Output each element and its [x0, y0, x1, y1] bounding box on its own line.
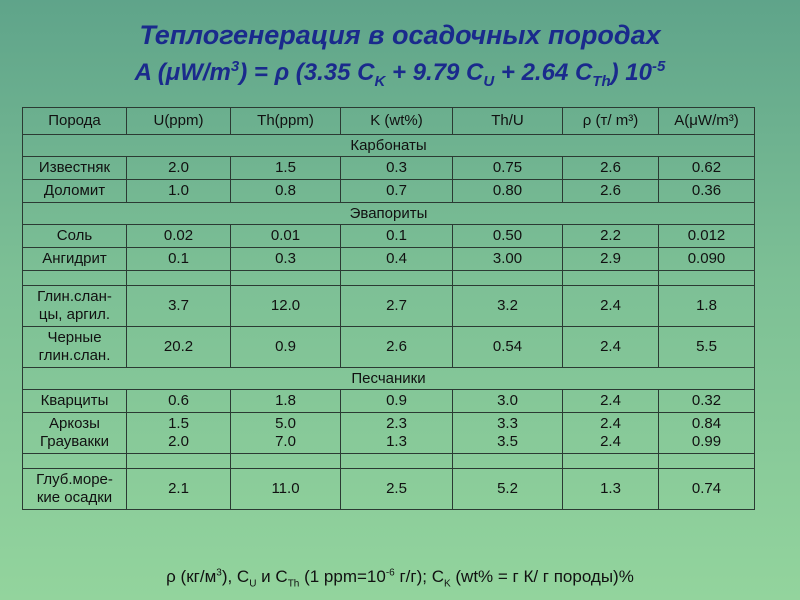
a-value: 0.84 0.99 — [659, 413, 755, 454]
u-value: 0.02 — [127, 225, 231, 248]
section-row — [23, 368, 755, 390]
th-value: 12.0 — [231, 286, 341, 327]
rock-name: Кварциты — [23, 390, 127, 413]
k-value: 2.3 1.3 — [341, 413, 453, 454]
u-value: 1.5 2.0 — [127, 413, 231, 454]
table-row — [23, 327, 755, 368]
header-cell: Порода — [23, 108, 127, 135]
th-value: 0.9 — [231, 327, 341, 368]
table-row — [23, 286, 755, 327]
heat-generation-table — [22, 107, 755, 510]
rock-name — [23, 413, 127, 454]
density-value: 2.4 — [563, 327, 659, 368]
density-value: 2.6 — [563, 180, 659, 203]
table-row — [23, 248, 755, 271]
th-value: 0.3 — [231, 248, 341, 271]
th-u-value: 3.0 — [453, 390, 563, 413]
rock-name: Глин.слан-цы, аргил. — [23, 286, 127, 327]
th-u-value: 3.00 — [453, 248, 563, 271]
density-value: 2.6 — [563, 157, 659, 180]
header-cell: ρ (т/ m³) — [563, 108, 659, 135]
th-value: 11.0 — [231, 469, 341, 510]
a-value: 0.62 — [659, 157, 755, 180]
density-value: 2.9 — [563, 248, 659, 271]
u-value: 1.0 — [127, 180, 231, 203]
density-value: 2.2 — [563, 225, 659, 248]
section-label: Песчаники — [23, 368, 755, 390]
u-value: 2.0 — [127, 157, 231, 180]
table-header-row — [23, 108, 755, 135]
rock-name-arkose: Аркозы — [49, 415, 100, 432]
th-value: 5.0 7.0 — [231, 413, 341, 454]
k-value: 0.9 — [341, 390, 453, 413]
spacer-row — [23, 271, 755, 286]
th-u-value: 5.2 — [453, 469, 563, 510]
a-value: 0.090 — [659, 248, 755, 271]
header-cell: K (wt%) — [341, 108, 453, 135]
section-label: Эвапориты — [23, 203, 755, 225]
header-cell: A(μW/m³) — [659, 108, 755, 135]
density-value: 2.4 — [563, 286, 659, 327]
a-value: 0.74 — [659, 469, 755, 510]
density-value: 1.3 — [563, 469, 659, 510]
k-value: 0.1 — [341, 225, 453, 248]
table-row — [23, 390, 755, 413]
th-value: 0.01 — [231, 225, 341, 248]
table-row — [23, 180, 755, 203]
rock-name: Глуб.море-кие осадки — [23, 469, 127, 510]
table-row — [23, 157, 755, 180]
header-cell: Th(ppm) — [231, 108, 341, 135]
rock-name: Известняк — [23, 157, 127, 180]
k-value: 2.5 — [341, 469, 453, 510]
th-u-value: 0.50 — [453, 225, 563, 248]
rock-name: Черные глин.слан. — [23, 327, 127, 368]
k-value: 0.7 — [341, 180, 453, 203]
k-value: 2.6 — [341, 327, 453, 368]
th-u-value: 0.54 — [453, 327, 563, 368]
header-cell: Th/U — [453, 108, 563, 135]
th-u-value: 3.2 — [453, 286, 563, 327]
u-value: 0.1 — [127, 248, 231, 271]
k-value: 0.4 — [341, 248, 453, 271]
u-value: 20.2 — [127, 327, 231, 368]
th-value: 1.5 — [231, 157, 341, 180]
table-row — [23, 413, 755, 454]
th-u-value: 0.75 — [453, 157, 563, 180]
k-value: 2.7 — [341, 286, 453, 327]
a-value: 0.36 — [659, 180, 755, 203]
section-row — [23, 203, 755, 225]
spacer-row — [23, 454, 755, 469]
a-value: 1.8 — [659, 286, 755, 327]
header-cell: U(ppm) — [127, 108, 231, 135]
u-value: 0.6 — [127, 390, 231, 413]
k-value: 0.3 — [341, 157, 453, 180]
table-row — [23, 225, 755, 248]
th-value: 0.8 — [231, 180, 341, 203]
a-value: 0.012 — [659, 225, 755, 248]
rock-name: Соль — [23, 225, 127, 248]
units-footnote: ρ $(кг/м^3)$, $C_U$ и $C_{Th}$ (1 $ppm=10^{-6}$ г/г); $C_K$ (wt% = г К/ г породы)% — [166, 567, 634, 590]
th-u-value: 0.80 — [453, 180, 563, 203]
table-row — [23, 469, 755, 510]
density-value: 2.4 2.4 — [563, 413, 659, 454]
u-value: 3.7 — [127, 286, 231, 327]
section-label: Карбонаты — [23, 135, 755, 157]
rock-name: Доломит — [23, 180, 127, 203]
rock-name: Ангидрит — [23, 248, 127, 271]
section-row — [23, 135, 755, 157]
a-value: 5.5 — [659, 327, 755, 368]
th-value: 1.8 — [231, 390, 341, 413]
rock-name-greywacke: Граувакки — [40, 433, 109, 450]
th-u-value: 3.3 3.5 — [453, 413, 563, 454]
formula: A $(\mu W/m^3) = \rho$ (3.35 $C_K + 9.79$ $C_U + 2.64$ $C_{Th}$) $10^{-5}$ — [134, 58, 666, 90]
u-value: 2.1 — [127, 469, 231, 510]
a-value: 0.32 — [659, 390, 755, 413]
page-title: Теплогенерация в осадочных породах — [139, 20, 661, 50]
density-value: 2.4 — [563, 390, 659, 413]
